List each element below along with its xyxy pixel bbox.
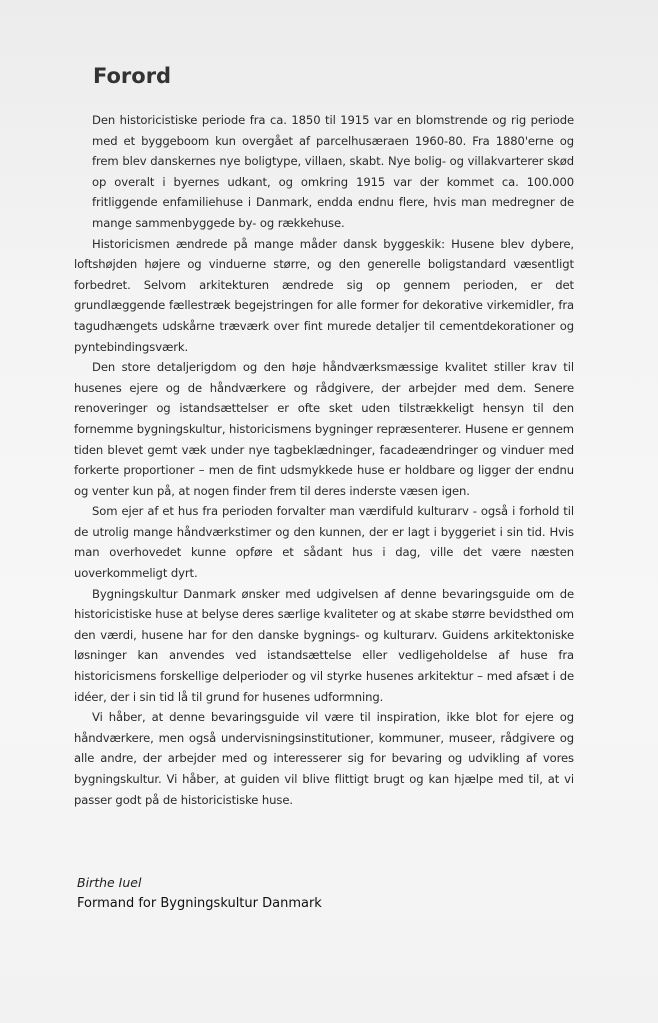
- signature-block: [77, 872, 322, 914]
- paragraph-3: Den store detaljerigdom og den høje håndværksmæssige kvalitet stiller krav til husenes ejere og de håndværkere og rådgivere, der arbejder med dem. Senere renoveringer og istandsættelser er ofte sket uden tilstrækkeligt hensyn til den fornemme bygningskultur, historicismens bygninger repræsenterer. Husene er gennem tiden blevet gemt væk under nye tagbeklædninger, facadeændringer og vinduer med forkerte proportioner – men de fint udsmykkede huse er holdbare og ligger der endnu og venter kun på, at nogen finder frem til deres inderste væsen igen.: [74, 360, 574, 498]
- paragraph-5: Bygningskultur Danmark ønsker med udgivelsen af denne bevaringsguide om de historicistiske huse at belyse deres særlige kvaliteter og at skabe større bevidsthed om den værdi, husene har for den danske bygnings- og kulturarv. Guidens arkitektoniske løsninger kan anvendes ved istandsættelse eller vedligeholdelse af huse fra historicismens forskellige delperioder og vil styrke husenes arkitektur – med afsæt i de idéer, der i sin tid lå til grund for husenes udformning.: [74, 586, 574, 704]
- paragraph-1: Den historicistiske periode fra ca. 1850 til 1915 var en blomstrende og rig periode med et byggeboom kun overgået af parcelhusæraen 1960-80. Fra 1880'erne og frem blev danskernes nye boligtype, villaen, skabt. Nye bolig- og villakvarterer skød op overalt i byernes udkant, og omkring 1915 var der kommet ca. 100.000 fritliggende enfamiliehuse i Danmark, endda endnu flere, hvis man medregner de mange sammenbyggede by- og rækkehuse.: [92, 113, 574, 230]
- page-title: Forord: [93, 64, 172, 88]
- paragraph-6: Vi håber, at denne bevaringsguide vil være til inspiration, ikke blot for ejere og håndværkere, men også undervisningsinstitutioner, kommuner, museer, rådgivere og alle andre, der arbejder med og interesserer sig for bevaring og udvikling af vores bygningskultur. Vi håber, at guiden vil blive flittigt brugt og kan hjælpe med til, at vi passer godt på de historicistiske huse.: [74, 710, 574, 807]
- paragraph-4: Som ejer af et hus fra perioden forvalter man værdifuld kulturarv - også i forhold til de utrolig mange håndværkstimer og den kunnen, der er lagt i byggeriet i sin tid. Hvis man overhovedet kunne opføre et sådant hus i dag, ville det være næsten uoverkommeligt dyrt.: [74, 504, 574, 581]
- signature-name: Birthe Iuel: [77, 875, 142, 890]
- paragraph-2: Historicismen ændrede på mange måder dansk byggeskik: Husene blev dybere, loftshøjden højere og vinduerne større, og den generelle boligstandard væsentligt forbedret. Selvom arkitekturen ændrede sig op gennem perioden, er det grundlæggende fællestræk begejstringen for alle former for dekorative virkemidler, fra tagudhængets udskårne træværk over fint murede detaljer til cementdekorationer og pyntebindingsværk.: [74, 236, 574, 354]
- signature-title: Formand for Bygningskultur Danmark: [77, 896, 322, 911]
- body-text: [74, 110, 574, 810]
